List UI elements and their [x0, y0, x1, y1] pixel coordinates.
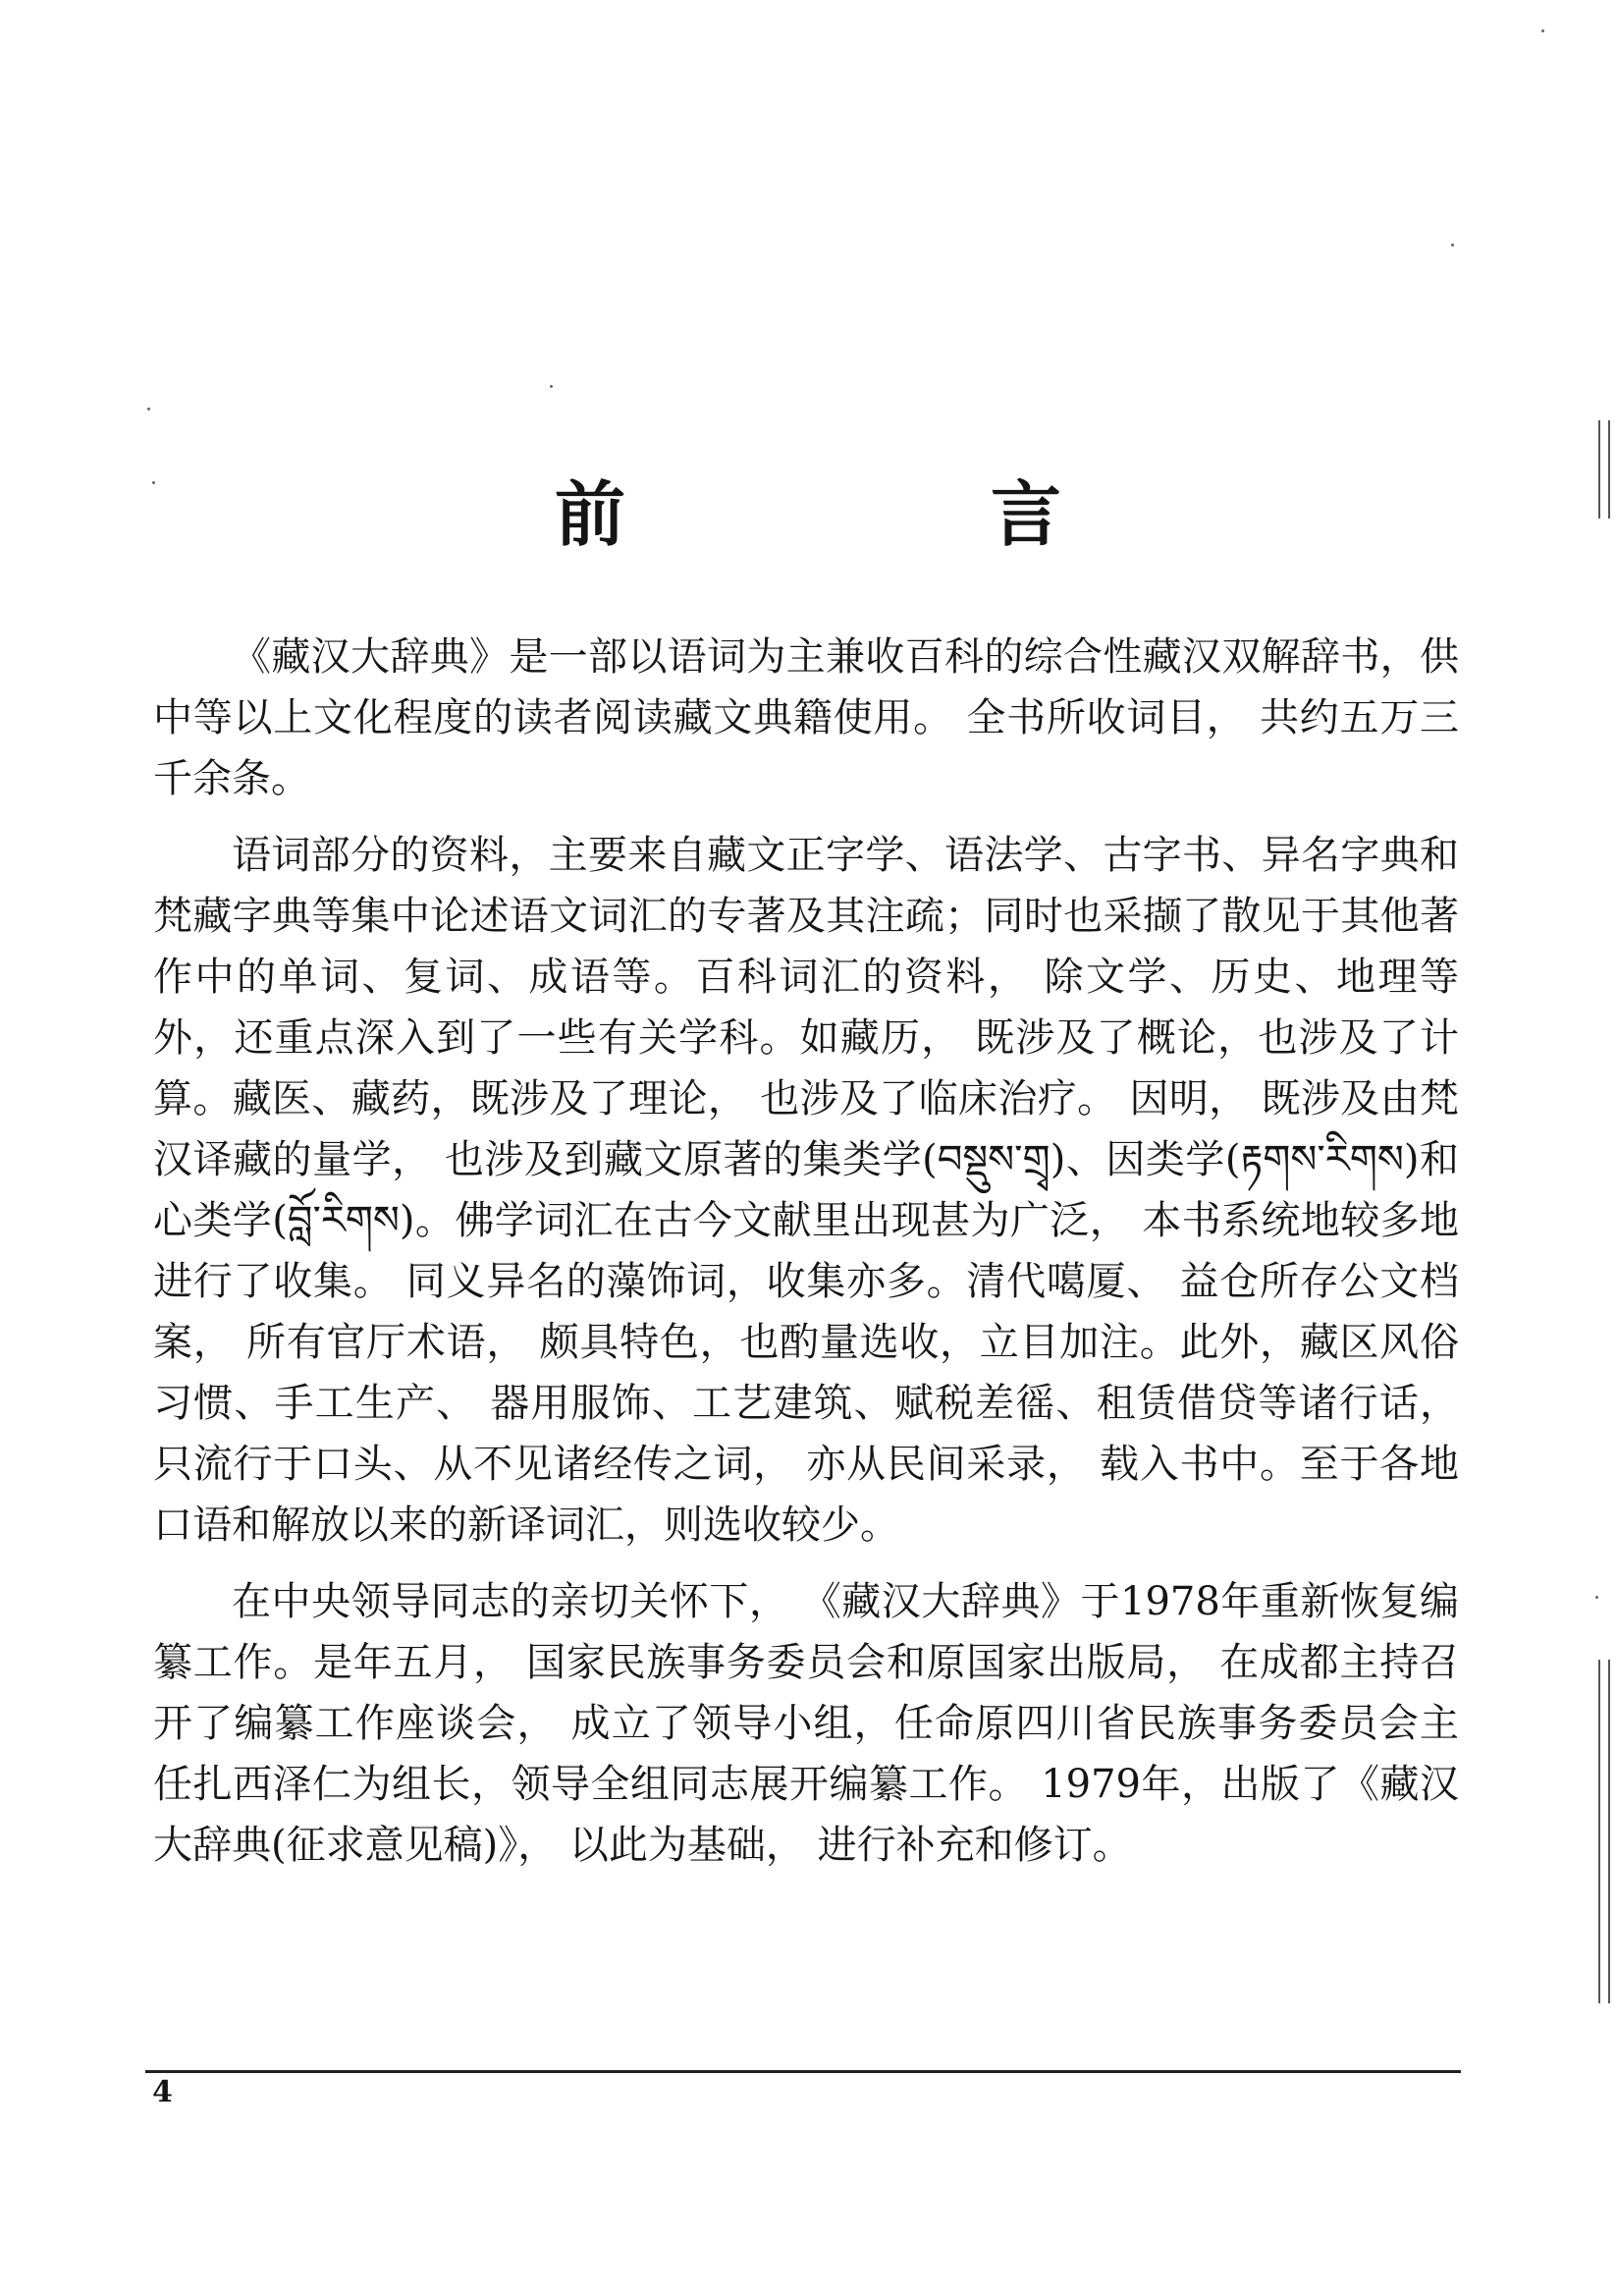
scan-speck	[147, 408, 150, 410]
paragraph: 在中央领导同志的亲切关怀下， 《藏汉大辞典》于1978年重新恢复编纂工作。是年五月， 国家民族事务委员会和原国家出版局， 在成都主持召开了编纂工作座谈会， 成立了领导小组，任命原四川省民族事务委员会主任扎西泽仁为组长，领导全组同志展开编纂工作。 1979年，出版了《藏汉大辞典(征求意见稿)》， 以此为基础， 进行补充和修订。	[153, 1579, 1459, 1868]
scan-speck	[1595, 1596, 1598, 1599]
page-title: 前 言	[554, 472, 1209, 557]
footer-rule	[145, 2070, 1461, 2073]
scan-speck	[1541, 29, 1544, 32]
paragraph: 《藏汉大辞典》是一部以语词为主兼收百科的综合性藏汉双解辞书，供中等以上文化程度的读者阅读藏文典籍使用。 全书所收词目， 共约五万三千余条。	[153, 634, 1459, 801]
page-number: 4	[152, 2075, 173, 2109]
paragraph: 语词部分的资料，主要来自藏文正字学、语法学、古字书、异名字典和梵藏字典等集中论述语文词汇的专著及其注疏；同时也采撷了散见于其他著作中的单词、复词、成语等。百科词汇的资料， 除文学、历史、地理等外，还重点深入到了一些有关学科。如藏历， 既涉及了概论，也涉及了计算。藏医、藏药，既涉及了理论， 也涉及了临床治疗。 因明， 既涉及由梵汉译藏的量学， 也涉及到藏文原著的集类学(བསྡུས་གྲྭ)、因类学(རྟགས་རིགས)和心类学(བློ་རིགས)。佛学词汇在古今文献里出现甚为广泛， 本书系统地较多地进行了收集。 同义异名的藻饰词，收集亦多。清代噶厦、 益仓所存公文档案， 所有官厅术语， 颇具特色，也酌量选收，立目加注。此外，藏区风俗习惯、手工生产、 器用服饰、工艺建筑、赋税差徭、租赁借贷等诸行话， 只流行于口头、从不见诸经传之词， 亦从民间采录， 载入书中。至于各地口语和解放以来的新译词汇，则选收较少。	[153, 833, 1459, 1548]
scan-speck	[1451, 244, 1454, 246]
preface-body	[153, 627, 1459, 1891]
binding-mark	[1598, 1660, 1610, 2003]
scan-speck	[550, 385, 553, 388]
